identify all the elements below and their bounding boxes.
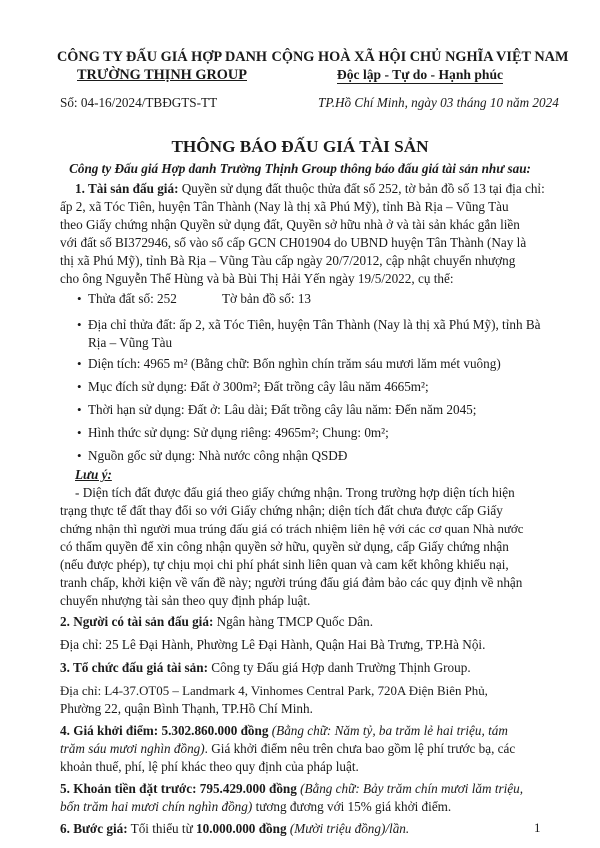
section6-label: 6. Bước giá:	[60, 821, 128, 836]
place-date: TP.Hồ Chí Minh, ngày 03 tháng 10 năm 2024	[318, 95, 559, 110]
starting-price-words: (Bằng chữ: Năm tỷ, ba trăm lẻ hai triệu, tám	[271, 723, 508, 738]
section1-line1	[75, 180, 545, 198]
section4-label: 4. Giá khởi điểm:	[60, 723, 159, 738]
section6-line	[60, 820, 409, 838]
bullet-icon: •	[77, 425, 82, 440]
org-name-line2: TRƯỜNG THỊNH GROUP	[77, 67, 247, 83]
section4-line1	[60, 722, 508, 740]
org-name-line1: CÔNG TY ĐẤU GIÁ HỢP DANH	[56, 49, 268, 65]
section1-line2: ấp 2, xã Tóc Tiên, huyện Tân Thành (Nay là thị xã Phú Mỹ), tỉnh Bà Rịa – Vũng Tàu	[60, 199, 509, 214]
note-line7: chuyển nhượng tài sản theo quy định pháp luật.	[60, 593, 311, 608]
note-line2: trạng thực tế đất thay đổi so với Giấy chứng nhận; diện tích đất chưa được cấp Giấy	[60, 503, 503, 518]
motto	[270, 66, 570, 84]
bullet-icon: •	[77, 448, 82, 463]
section4-line2	[60, 740, 515, 758]
section1-line4: với đất số BI372946, số vào sổ cấp GCN CH01904 do UBND huyện Tân Thành (Nay là	[60, 235, 527, 250]
section2-value: Ngân hàng TMCP Quốc Dân.	[216, 614, 374, 629]
bullet-icon: •	[77, 379, 82, 394]
page-title: THÔNG BÁO ĐẤU GIÁ TÀI SẢN	[171, 137, 429, 156]
usage-term: Thời hạn sử dụng: Đất ở: Lâu dài; Đất trồng cây lâu năm: Đến năm 2045;	[88, 402, 477, 417]
map-sheet: Tờ bản đồ số: 13	[222, 291, 312, 306]
deposit-amount: 795.429.000 đồng	[199, 781, 297, 796]
section3-address-line1: Địa chỉ: L4-37.OT05 – Landmark 4, Vinhomes Central Park, 720A Điện Biên Phủ,	[60, 684, 488, 698]
starting-price-note: . Giá khởi điểm nêu trên chưa bao gồm lệ phí trước bạ, các	[204, 741, 516, 756]
section1-label: 1. Tài sản đấu giá:	[75, 181, 179, 196]
section3-label: 3. Tổ chức đấu giá tài sản:	[60, 660, 208, 675]
bullet-icon: •	[77, 402, 82, 417]
section5-line2	[60, 798, 451, 816]
section2-line	[60, 613, 373, 631]
page-number: 1	[534, 820, 541, 835]
document-number: Số: 04-16/2024/TBĐGTS-TT	[60, 95, 218, 110]
bullet-icon: •	[77, 317, 82, 332]
section1-line5: thị xã Phú Mỹ), tỉnh Bà Rịa – Vũng Tàu cấp ngày 20/7/2012, cập nhật chuyển nhượng	[60, 253, 516, 268]
section1-line3: theo Giấy chứng nhận Quyền sử dụng đất, Quyền sở hữu nhà ở và tài sản khác gắn liền	[60, 217, 520, 232]
land-purpose: Mục đích sử dụng: Đất ở 300m²; Đất trồng cây lâu năm 4665m²;	[88, 379, 429, 394]
usage-form: Hình thức sử dụng: Sử dụng riêng: 4965m²; Chung: 0m²;	[88, 425, 389, 440]
section1-text: Quyền sử dụng đất thuộc thửa đất số 252, tờ bản đồ số 13 tại địa chỉ:	[181, 181, 545, 196]
bullet-icon: •	[77, 291, 82, 306]
bid-step-amount: 10.000.000 đồng	[196, 821, 287, 836]
section5-label: 5. Khoản tiền đặt trước:	[60, 781, 197, 796]
starting-price: 5.302.860.000 đồng	[161, 723, 269, 738]
motto-text: Độc lập - Tự do - Hạnh phúc	[336, 67, 504, 82]
deposit-words-cont: bốn trăm hai mươi chín nghìn đồng)	[60, 799, 253, 814]
note-line1: - Diện tích đất được đấu giá theo giấy chứng nhận. Trong trường hợp diện tích hiện	[75, 485, 515, 500]
note-label: Lưu ý:	[75, 467, 112, 482]
section3-line	[60, 659, 471, 677]
section3-value: Công ty Đấu giá Hợp danh Trường Thịnh Group.	[211, 660, 471, 675]
bid-step-words: (Mười triệu đồng)	[289, 821, 386, 836]
section2-address: Địa chỉ: 25 Lê Đại Hành, Phường Lê Đại Hành, Quận Hai Bà Trưng, TP.Hà Nội.	[60, 637, 486, 652]
usage-origin: Nguồn gốc sử dụng: Nhà nước công nhận QSDĐ	[88, 448, 348, 463]
note-line3: chứng nhận thì người mua trúng đấu giá có trách nhiệm liên hệ với các cơ quan Nhà nước	[60, 522, 524, 536]
bid-step-tail: /lần.	[385, 821, 410, 836]
parcel-address-line1: Địa chỉ thửa đất: ấp 2, xã Tóc Tiên, huyện Tân Thành (Nay là thị xã Phú Mỹ), tỉnh Bà	[88, 317, 541, 332]
intro-text: Công ty Đấu giá Hợp danh Trường Thịnh Group thông báo đấu giá tài sản như sau:	[69, 161, 531, 176]
note-line5: (nếu được phép), tự chịu mọi chi phí phát sinh liên quan và cam kết không khiếu nại,	[60, 557, 509, 572]
land-area: Diện tích: 4965 m² (Bằng chữ: Bốn nghìn chín trăm sáu mươi lăm mét vuông)	[88, 356, 501, 371]
section3-address-line2: Phường 22, quận Bình Thạnh, TP.Hồ Chí Minh.	[60, 701, 313, 716]
parcel-number: Thửa đất số: 252	[88, 291, 177, 306]
deposit-words: (Bằng chữ: Bảy trăm chín mươi lăm triệu,	[300, 781, 524, 796]
bullet-icon: •	[77, 356, 82, 371]
bid-step-text: Tối thiểu từ	[130, 821, 193, 836]
nation-title: CỘNG HOÀ XÃ HỘI CHỦ NGHĨA VIỆT NAM	[271, 49, 569, 65]
parcel-address-line2: Rịa – Vũng Tàu	[88, 335, 173, 350]
note-line4: có thẩm quyền để xin công nhận quyền sở hữu, quyền sử dụng, cấp Giấy chứng nhận	[60, 539, 509, 554]
section4-line3: khoản thuế, phí, lệ phí khác theo quy định của pháp luật.	[60, 759, 359, 774]
starting-price-words-cont: trăm sáu mươi nghìn đồng)	[60, 741, 205, 756]
section1-line6: cho ông Nguyễn Thế Hùng và bà Bùi Thị Hải Yến ngày 19/5/2022, cụ thể:	[60, 271, 454, 286]
deposit-note: tương đương với 15% giá khởi điểm.	[252, 799, 452, 814]
section5-line1	[60, 780, 523, 798]
note-line6: tranh chấp, khởi kiện về vấn đề này; người trúng đấu giá đảm bảo các quy định về nhận	[60, 575, 523, 590]
section2-label: 2. Người có tài sản đấu giá:	[60, 614, 214, 629]
